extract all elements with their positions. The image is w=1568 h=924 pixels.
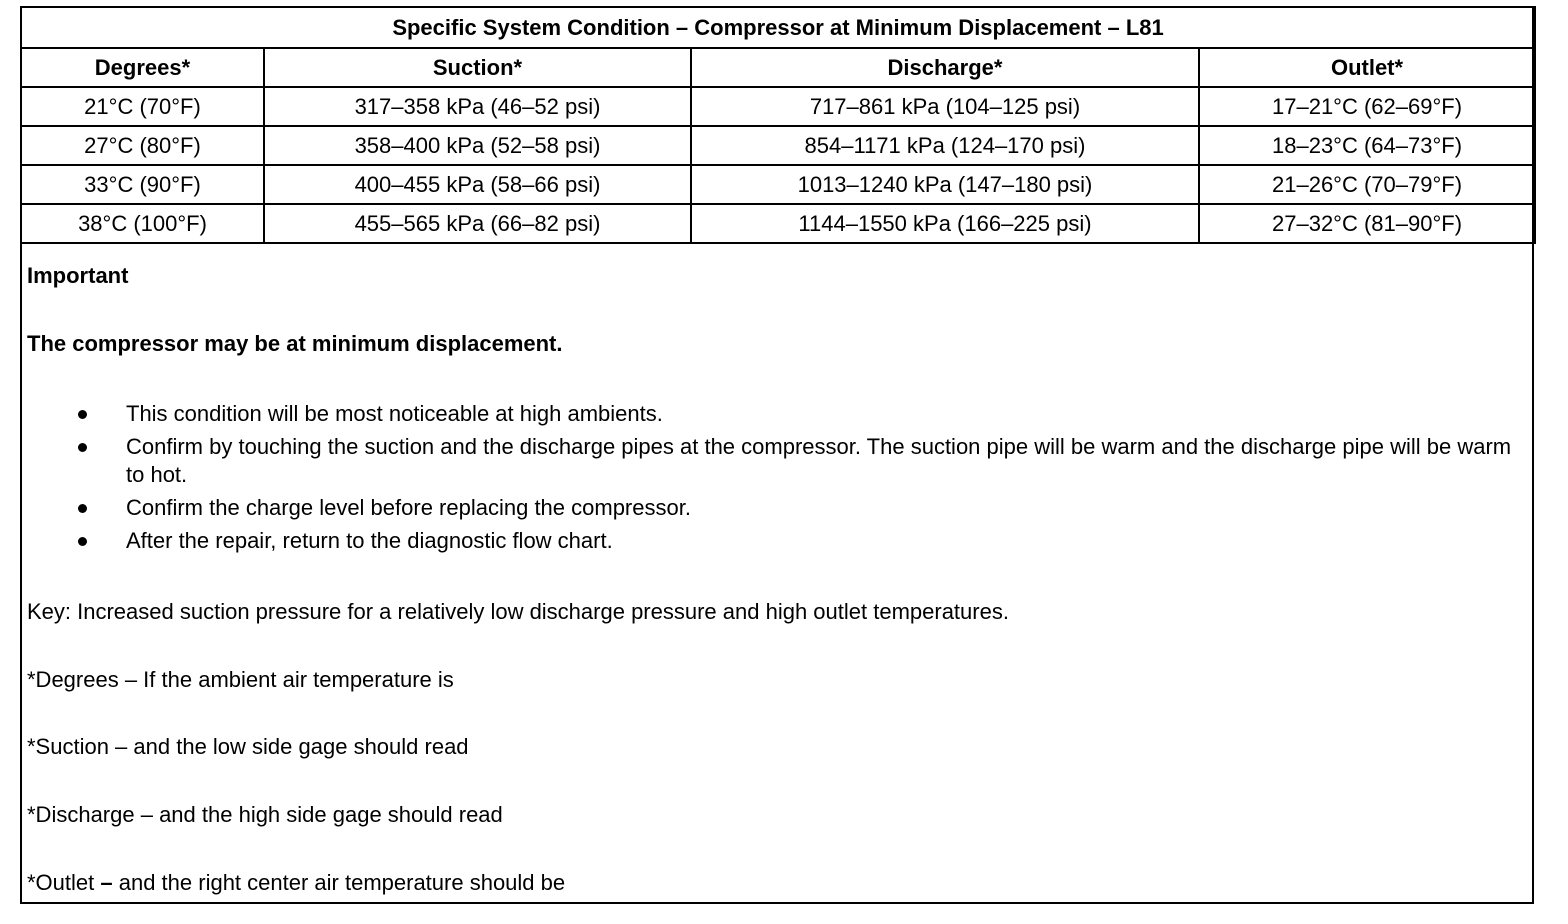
table-title: Specific System Condition – Compressor at Minimum Displacement – L81 — [21, 7, 1535, 48]
cell-degrees: 21°C (70°F) — [21, 87, 264, 126]
list-item — [27, 527, 1527, 555]
list-item — [27, 400, 1527, 428]
system-condition-table — [20, 6, 1536, 244]
cell-discharge: 854–1171 kPa (124–170 psi) — [691, 126, 1199, 165]
bullet-list — [27, 400, 1527, 560]
header-outlet: Outlet* — [1199, 48, 1535, 87]
cell-outlet: 17–21°C (62–69°F) — [1199, 87, 1535, 126]
bullet-dot — [78, 537, 87, 546]
header-degrees: Degrees* — [21, 48, 264, 87]
cell-discharge: 717–861 kPa (104–125 psi) — [691, 87, 1199, 126]
table-row — [21, 87, 1535, 126]
table-row — [21, 204, 1535, 243]
table-title-row — [21, 7, 1535, 48]
cell-suction: 400–455 kPa (58–66 psi) — [264, 165, 691, 204]
bullet-text: Confirm by touching the suction and the discharge pipes at the compressor. The suction pipe will be warm and the discharge pipe will be warm to hot. — [126, 434, 1512, 487]
cell-discharge: 1013–1240 kPa (147–180 psi) — [691, 165, 1199, 204]
bullet-text: After the repair, return to the diagnostic flow chart. — [126, 528, 613, 553]
list-item — [27, 433, 1527, 489]
key-text: Key: Increased suction pressure for a relatively low discharge pressure and high outlet temperatures. — [27, 599, 1009, 624]
footnote-discharge: *Discharge – and the high side gage should read — [27, 802, 503, 827]
cell-suction: 455–565 kPa (66–82 psi) — [264, 204, 691, 243]
table-row — [21, 165, 1535, 204]
footnote-outlet-dash: – — [94, 870, 119, 895]
table-row — [21, 126, 1535, 165]
footnote-suction: *Suction – and the low side gage should read — [27, 734, 469, 759]
footnote-outlet-label: *Outlet — [27, 870, 95, 895]
cell-outlet: 21–26°C (70–79°F) — [1199, 165, 1535, 204]
cell-degrees: 27°C (80°F) — [21, 126, 264, 165]
footnote-outlet-text: and the right center air temperature should be — [118, 870, 566, 895]
footnote-degrees: *Degrees – If the ambient air temperature is — [27, 667, 454, 692]
table-header-row — [21, 48, 1535, 87]
cell-degrees: 33°C (90°F) — [21, 165, 264, 204]
important-label: Important — [27, 263, 129, 288]
bullet-dot — [78, 504, 87, 513]
important-text: The compressor may be at minimum displacement. — [27, 331, 563, 356]
bullet-text: Confirm the charge level before replacing the compressor. — [126, 495, 691, 520]
bullet-text: This condition will be most noticeable at high ambients. — [126, 401, 663, 426]
footnote-outlet — [27, 868, 565, 898]
bullet-dot — [78, 410, 87, 419]
cell-degrees: 38°C (100°F) — [21, 204, 264, 243]
list-item — [27, 494, 1527, 522]
cell-outlet: 18–23°C (64–73°F) — [1199, 126, 1535, 165]
cell-outlet: 27–32°C (81–90°F) — [1199, 204, 1535, 243]
header-suction: Suction* — [264, 48, 691, 87]
bullet-dot — [78, 443, 87, 452]
header-discharge: Discharge* — [691, 48, 1199, 87]
cell-discharge: 1144–1550 kPa (166–225 psi) — [691, 204, 1199, 243]
cell-suction: 317–358 kPa (46–52 psi) — [264, 87, 691, 126]
cell-suction: 358–400 kPa (52–58 psi) — [264, 126, 691, 165]
